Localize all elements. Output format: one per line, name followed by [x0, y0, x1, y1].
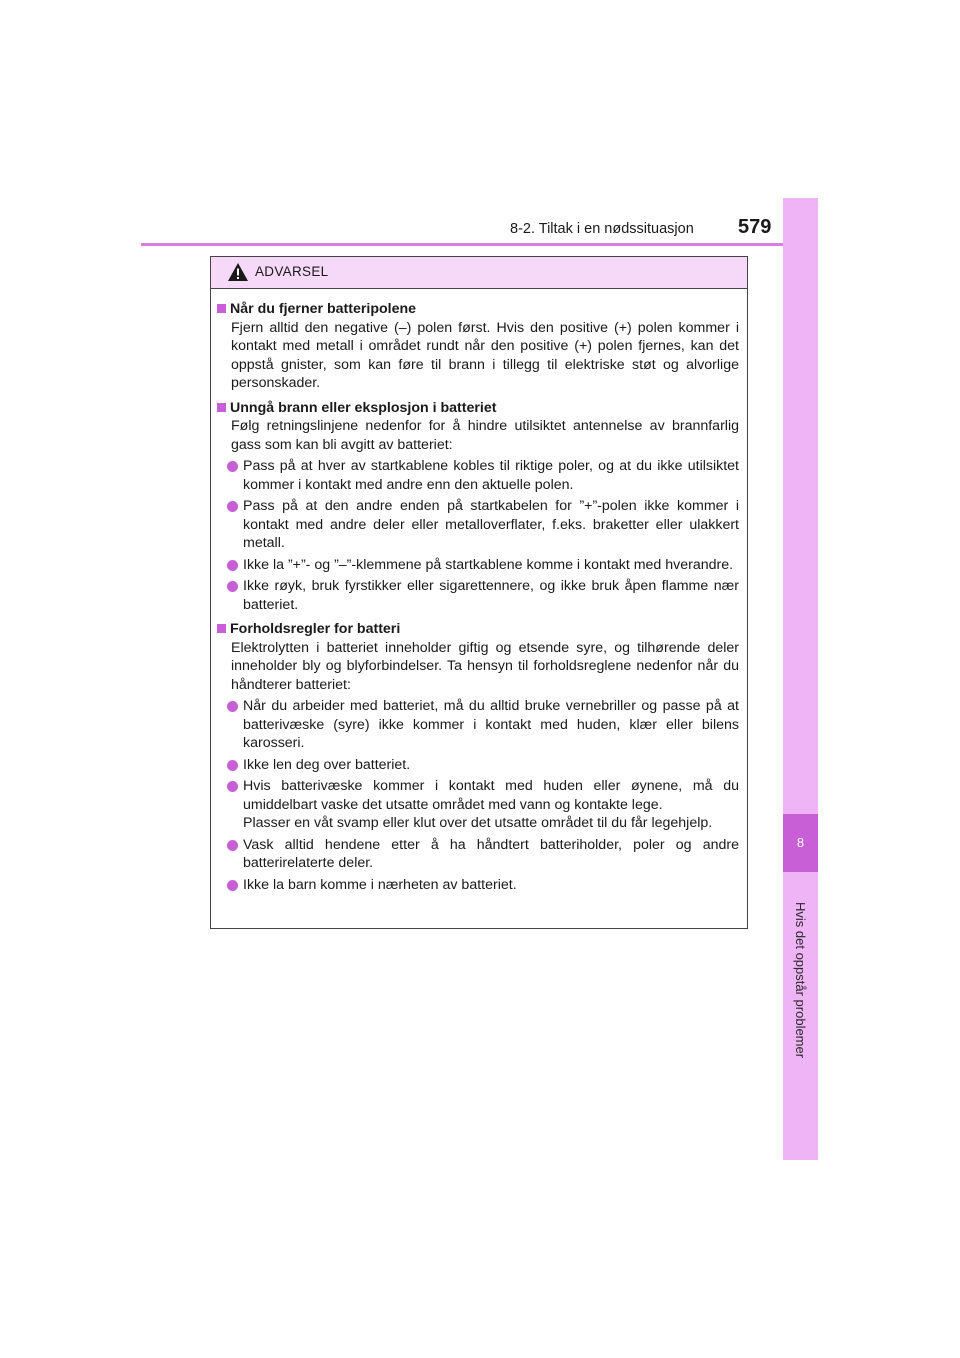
chapter-title: Hvis det oppstår problemer — [793, 901, 808, 1059]
section-heading-text: Unngå brann eller eksplosjon i batteriet — [230, 399, 497, 416]
warning-box — [210, 256, 748, 929]
section-body: Elektrolytten i batteriet inneholder giftig og etsende syre, og tilhørende deler inneholder bly og blyforbindelser. Ta hensyn til forholdsreglene nedenfor når du håndterer batteriet: — [231, 639, 739, 693]
list-item — [211, 777, 747, 833]
section-body: Følg retningslinjene nedenfor for å hindre utilsiktet antennelse av brannfarlig gass som kan bli avgitt av batteriet: — [231, 418, 739, 453]
list-item — [211, 836, 747, 873]
section-heading-text: Forholdsregler for batteri — [230, 621, 401, 637]
list-item-text: Vask alltid hendene etter å ha håndtert batteriholder, poler og andre batterirelaterte deler. — [243, 836, 739, 871]
side-tab-upper — [783, 198, 818, 814]
round-bullet-icon — [227, 581, 238, 592]
round-bullet-icon — [227, 760, 238, 771]
section-heading — [211, 399, 747, 418]
section-heading — [211, 620, 747, 639]
round-bullet-icon — [227, 840, 238, 851]
list-item-text: Ikke røyk, bruk fyrstikker eller sigarettennere, og ikke bruk åpen flamme nær batteriet. — [243, 578, 739, 613]
list-item — [211, 577, 747, 614]
header-rule — [141, 243, 817, 246]
chapter-number-tab[interactable]: 8 — [783, 814, 818, 872]
round-bullet-icon — [227, 781, 238, 792]
square-bullet-icon — [217, 624, 226, 633]
warning-title: ADVARSEL — [255, 264, 329, 279]
round-bullet-icon — [227, 701, 238, 712]
warning-header — [211, 257, 747, 289]
list-item-text: Ikke la ”+”- og ”–”-klemmene på startkablene komme i kontakt med hverandre. — [243, 556, 734, 573]
page-number: 579 — [738, 216, 772, 238]
list-item-text: Ikke len deg over batteriet. — [243, 756, 411, 773]
square-bullet-icon — [217, 403, 226, 412]
round-bullet-icon — [227, 880, 238, 891]
section-heading — [211, 300, 747, 319]
section-reference: 8-2. Tiltak i en nødssituasjon — [510, 221, 694, 237]
round-bullet-icon — [227, 501, 238, 512]
section-heading-text: Når du fjerner batteripolene — [230, 301, 417, 317]
round-bullet-icon — [227, 560, 238, 571]
list-item — [211, 457, 747, 494]
warning-content — [211, 300, 747, 894]
list-item-text: Pass på at den andre enden på startkabelen for ”+”-polen ikke kommer i kontakt med andre deler eller metalloverflater, f.eks. braketter eller ulakkert metall. — [243, 498, 739, 551]
section-body: Fjern alltid den negative (–) polen først. Hvis den positive (+) polen kommer i kontakt med metall i området rundt når den positive (+) polen fjernes, kan det oppstå gnister, som kan føre til brann i tillegg til elektriske støt og alvorlige personskader. — [231, 319, 739, 391]
list-item-text: Hvis batterivæske kommer i kontakt med huden eller øynene, må du umiddelbart vaske det utsatte området med vann og kontakte lege. Plasser en våt svamp eller klut over det utsatte området til du får legehjelp. — [243, 778, 739, 831]
round-bullet-icon — [227, 461, 238, 472]
list-item — [211, 756, 747, 775]
list-item — [211, 876, 747, 895]
list-item — [211, 556, 747, 575]
list-item-text: Når du arbeider med batteriet, må du alltid bruke vernebriller og passe på at batterivæske (syre) ikke kommer i kontakt med huden, klær eller bilens karosseri. — [243, 698, 739, 751]
square-bullet-icon — [217, 304, 226, 313]
list-item-text: Ikke la barn komme i nærheten av batteriet. — [243, 876, 517, 893]
list-item — [211, 497, 747, 553]
chapter-title-tab — [783, 880, 818, 1080]
list-item — [211, 697, 747, 753]
warning-triangle-icon — [227, 262, 249, 282]
list-item-text: Pass på at hver av startkablene kobles til riktige poler, og at du ikke utilsiktet kommer i kontakt med andre enn den aktuelle polen. — [243, 458, 739, 493]
